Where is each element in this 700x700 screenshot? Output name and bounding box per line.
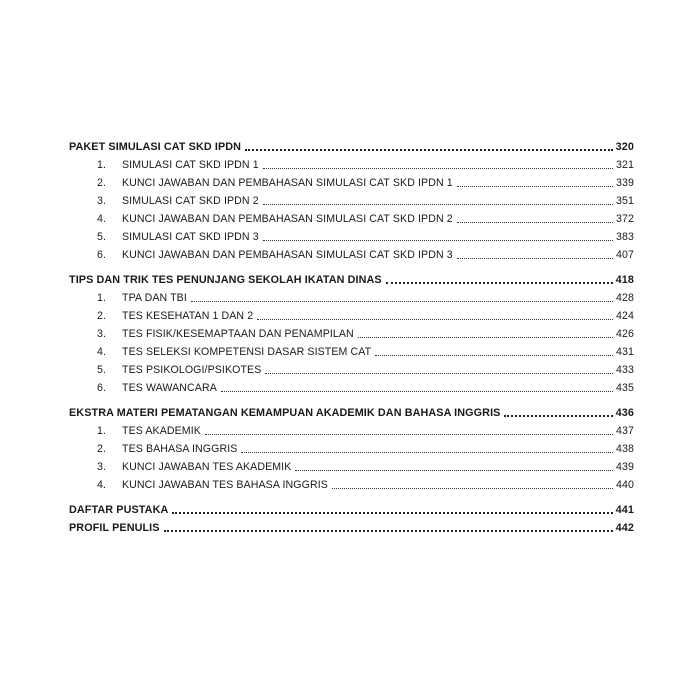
- toc-item-number: 5.: [97, 364, 107, 376]
- toc-item-page: 426: [616, 328, 634, 340]
- toc-item-number: 5.: [97, 231, 107, 243]
- dot-leader: [164, 530, 613, 532]
- toc-item-title: SIMULASI CAT SKD IPDN 2: [122, 195, 259, 207]
- toc-item-page: 424: [616, 310, 634, 322]
- toc-item-number: 6.: [97, 382, 107, 394]
- toc-item-title: SIMULASI CAT SKD IPDN 1: [122, 159, 259, 171]
- toc-item[interactable]: [69, 307, 634, 325]
- dot-leader: [172, 512, 612, 514]
- toc-item-number: 3.: [97, 328, 107, 340]
- dot-leader: [263, 168, 613, 169]
- dot-leader: [295, 470, 613, 471]
- toc-item-page: 339: [616, 177, 634, 189]
- toc-item-title: KUNCI JAWABAN DAN PEMBAHASAN SIMULASI CAT SKD IPDN 3: [122, 249, 453, 261]
- toc-item[interactable]: [69, 228, 634, 246]
- toc-item-title: TES BAHASA INGGRIS: [122, 443, 238, 455]
- toc-item[interactable]: [69, 156, 634, 174]
- toc-item-title: SIMULASI CAT SKD IPDN 3: [122, 231, 259, 243]
- toc-heading-title: PAKET SIMULASI CAT SKD IPDN: [69, 141, 242, 153]
- toc-item[interactable]: [69, 289, 634, 307]
- toc-heading-page: 320: [615, 141, 634, 153]
- toc-heading-title: DAFTAR PUSTAKA: [69, 504, 169, 516]
- dot-leader: [265, 373, 613, 374]
- toc-heading[interactable]: [69, 404, 634, 422]
- toc-item-title: TES WAWANCARA: [122, 382, 217, 394]
- dot-leader: [205, 434, 613, 435]
- toc-heading-profil-penulis[interactable]: [69, 519, 634, 537]
- dot-leader: [221, 391, 613, 392]
- toc-item-title: TES AKADEMIK: [122, 425, 201, 437]
- toc-item-title: KUNCI JAWABAN TES BAHASA INGGRIS: [122, 479, 328, 491]
- toc-item[interactable]: [69, 458, 634, 476]
- dot-leader: [386, 282, 613, 284]
- toc-item-page: 407: [616, 249, 634, 261]
- toc-item-title: TES SELEKSI KOMPETENSI DASAR SISTEM CAT: [122, 346, 372, 358]
- toc-item[interactable]: [69, 246, 634, 264]
- toc-item-page: 372: [616, 213, 634, 225]
- toc-item-number: 2.: [97, 443, 107, 455]
- toc-heading-page: 441: [615, 504, 634, 516]
- dot-leader: [457, 222, 613, 223]
- dot-leader: [245, 149, 613, 151]
- dot-leader: [257, 319, 613, 320]
- toc-item[interactable]: [69, 379, 634, 397]
- dot-leader: [375, 355, 613, 356]
- dot-leader: [191, 301, 613, 302]
- toc-item[interactable]: [69, 192, 634, 210]
- toc-item-number: 6.: [97, 249, 107, 261]
- toc-heading[interactable]: [69, 138, 634, 156]
- toc-item-title: KUNCI JAWABAN DAN PEMBAHASAN SIMULASI CAT SKD IPDN 2: [122, 213, 453, 225]
- toc-section-ekstra-materi: [69, 404, 634, 494]
- toc-item-page: 428: [616, 292, 634, 304]
- toc-item-title: KUNCI JAWABAN DAN PEMBAHASAN SIMULASI CAT SKD IPDN 1: [122, 177, 453, 189]
- toc-item-number: 2.: [97, 310, 107, 322]
- toc-item-page: 437: [616, 425, 634, 437]
- toc-item-number: 1.: [97, 159, 107, 171]
- toc-heading-daftar-pustaka[interactable]: [69, 501, 634, 519]
- toc-item[interactable]: [69, 440, 634, 458]
- toc-item[interactable]: [69, 343, 634, 361]
- toc-item-page: 321: [616, 159, 634, 171]
- toc-item-page: 439: [616, 461, 634, 473]
- toc-item-page: 351: [616, 195, 634, 207]
- toc-section-paket-simulasi: [69, 138, 634, 264]
- toc-item-title: TES KESEHATAN 1 DAN 2: [122, 310, 254, 322]
- toc-heading-title: EKSTRA MATERI PEMATANGAN KEMAMPUAN AKADEMIK DAN BAHASA INGGRIS: [69, 407, 501, 419]
- dot-leader: [263, 240, 613, 241]
- toc-item-title: TPA DAN TBI: [122, 292, 187, 304]
- toc-section-tips-dan-trik: [69, 271, 634, 397]
- dot-leader: [263, 204, 613, 205]
- dot-leader: [358, 337, 613, 338]
- toc-item-number: 3.: [97, 195, 107, 207]
- toc-item[interactable]: [69, 361, 634, 379]
- toc-heading-page: 436: [615, 407, 634, 419]
- toc-item[interactable]: [69, 325, 634, 343]
- toc-item-page: 433: [616, 364, 634, 376]
- dot-leader: [241, 452, 613, 453]
- toc-item-number: 4.: [97, 479, 107, 491]
- toc-item-number: 4.: [97, 213, 107, 225]
- dot-leader: [457, 186, 613, 187]
- toc-item[interactable]: [69, 476, 634, 494]
- toc-item-page: 435: [616, 382, 634, 394]
- toc-item-page: 383: [616, 231, 634, 243]
- toc-item-title: TES PSIKOLOGI/PSIKOTES: [122, 364, 262, 376]
- toc-item[interactable]: [69, 174, 634, 192]
- toc-item-page: 431: [616, 346, 634, 358]
- dot-leader: [457, 258, 613, 259]
- toc-heading-title: TIPS DAN TRIK TES PENUNJANG SEKOLAH IKATAN DINAS: [69, 274, 382, 286]
- toc-item-number: 2.: [97, 177, 107, 189]
- toc-heading-page: 442: [615, 522, 634, 534]
- toc-item-number: 4.: [97, 346, 107, 358]
- toc-item-page: 438: [616, 443, 634, 455]
- toc-heading-title: PROFIL PENULIS: [69, 522, 160, 534]
- toc-heading[interactable]: [69, 271, 634, 289]
- toc-item[interactable]: [69, 422, 634, 440]
- table-of-contents: [69, 138, 634, 544]
- toc-item-title: KUNCI JAWABAN TES AKADEMIK: [122, 461, 292, 473]
- toc-section-extras: [69, 501, 634, 537]
- toc-item-number: 3.: [97, 461, 107, 473]
- toc-item-page: 440: [616, 479, 634, 491]
- toc-item-title: TES FISIK/KESEMAPTAAN DAN PENAMPILAN: [122, 328, 354, 340]
- toc-item-number: 1.: [97, 425, 107, 437]
- dot-leader: [504, 415, 612, 417]
- toc-item[interactable]: [69, 210, 634, 228]
- toc-item-number: 1.: [97, 292, 107, 304]
- toc-heading-page: 418: [615, 274, 634, 286]
- dot-leader: [332, 488, 613, 489]
